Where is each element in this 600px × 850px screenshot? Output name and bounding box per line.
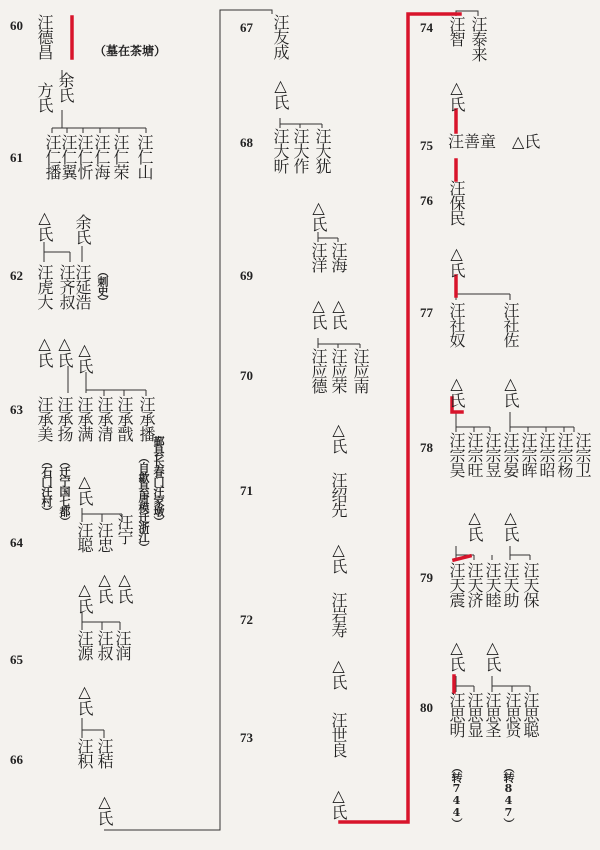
person-name: 汪岩寿 (329, 592, 348, 637)
office-note: （刺史） (96, 266, 109, 306)
son-name: 汪叔 (95, 630, 114, 660)
wife-name: 余氏 (73, 214, 92, 244)
location-note: （自歙县唐模迁浙江） (137, 452, 150, 552)
location-note: （迁宁国七都） (58, 456, 71, 526)
son-name: 汪思圣 (483, 692, 502, 737)
wife-name: △氏 (501, 508, 520, 541)
son-name: 汪大犹 (313, 128, 332, 173)
son-name: 汪宁 (115, 514, 134, 544)
son-name: 汪宗晖 (519, 432, 538, 477)
location-note: 鄞县长春门汪家墩） (152, 436, 165, 526)
generation-number: 77 (420, 305, 433, 320)
wife-name: △氏 (115, 570, 134, 603)
generation-number: 62 (10, 268, 23, 283)
son-name: 汪延浩 (73, 264, 92, 309)
wife-name: 余氏 (56, 72, 75, 102)
generation-number: 70 (240, 368, 253, 383)
son-name: 汪智 (447, 16, 466, 46)
generation-number: 79 (420, 570, 433, 585)
wife-name: △氏 (329, 656, 348, 689)
son-name: 汪仁忻 (75, 134, 94, 179)
wife-name: △氏 (95, 792, 114, 825)
son-name: 汪天济 (465, 562, 484, 607)
son-name: 汪天保 (521, 562, 540, 607)
son-name: 汪承清 (95, 396, 114, 441)
son-name: 汪宗昊 (447, 432, 466, 477)
son-name: 汪仁播 (43, 134, 62, 179)
location-note: （石门汪村） (40, 456, 53, 516)
son-name: 汪聪 (75, 522, 94, 552)
son-name: 汪润 (113, 630, 132, 660)
wife-name: △氏 (329, 296, 348, 329)
generation-number: 69 (240, 268, 253, 283)
son-name: 汪承播 (137, 396, 156, 441)
son-name: 汪源 (75, 630, 94, 660)
son-name: 汪承美 (35, 396, 54, 441)
person-name: 汪世良 (329, 712, 348, 757)
son-name: 汪宗旺 (465, 432, 484, 477)
wife-name: △氏 (75, 682, 94, 715)
wife-name: △氏 (271, 76, 290, 109)
wife-name: △氏 (447, 244, 466, 277)
wife-name: △氏 (309, 296, 328, 329)
son-name: 汪思聪 (521, 692, 540, 737)
son-name: 汪虎大 (35, 264, 54, 309)
wife-name: △氏 (75, 472, 94, 505)
son-name: 汪应荣 (329, 348, 348, 393)
generation-number: 78 (420, 440, 433, 455)
son-name: 汪仁翼 (59, 134, 78, 179)
son-name: 汪宗杨 (555, 432, 574, 477)
wife-name: △氏 (501, 374, 520, 407)
generation-number: 65 (10, 652, 23, 667)
generation-number: 73 (240, 730, 253, 745)
generation-number: 63 (10, 402, 23, 417)
person-name: 汪保民 (447, 180, 466, 225)
son-name: 汪洋 (309, 242, 328, 272)
wife-name: △氏 (447, 638, 466, 671)
generation-number: 61 (10, 150, 23, 165)
son-name: 汪天震 (447, 562, 466, 607)
son-name: 汪宗卫 (573, 432, 592, 477)
wife-name: △氏 (465, 508, 484, 541)
wife-name: △氏 (75, 580, 94, 613)
generation-number: 80 (420, 700, 433, 715)
son-name: 汪承戬 (115, 396, 134, 441)
son-name: 汪承满 (75, 396, 94, 441)
son-name: 汪大作 (291, 128, 310, 173)
son-name: 汪思显 (465, 692, 484, 737)
wife-name: △氏 (329, 786, 348, 819)
son-name: 汪海 (329, 242, 348, 272)
generation-number: 60 (10, 18, 23, 33)
wife-name: △氏 (512, 132, 541, 151)
cross-reference-note: （转847） (502, 762, 515, 828)
generation-number: 68 (240, 135, 253, 150)
grave-note: （墓在茶塘） (94, 44, 167, 58)
wife-name: △氏 (329, 420, 348, 453)
son-name: 汪仁山 (135, 134, 154, 179)
son-name: 汪天助 (501, 562, 520, 607)
wife-name: △氏 (329, 540, 348, 573)
son-name: 汪宗晏 (501, 432, 520, 477)
son-name: 汪承扬 (55, 396, 74, 441)
generation-number: 67 (240, 20, 253, 35)
son-name: 汪社奴 (447, 302, 466, 347)
generation-number: 76 (420, 193, 433, 208)
wife-name: △氏 (35, 334, 54, 367)
person-name: 汪善童 (448, 132, 497, 151)
son-name: 汪泰来 (469, 16, 488, 61)
wife-name: △氏 (55, 334, 74, 367)
cross-reference-note: （转744） (450, 762, 463, 828)
person-name: 汪友成 (271, 14, 290, 59)
son-name: 汪齐叔 (57, 264, 76, 309)
wife-name: △氏 (75, 340, 94, 373)
son-name: 汪天睦 (483, 562, 502, 607)
generation-number: 64 (10, 535, 23, 550)
son-name: 汪社佐 (501, 302, 520, 347)
son-name: 汪仁荣 (111, 134, 130, 179)
son-name: 汪积 (75, 738, 94, 768)
wife-name: △氏 (35, 208, 54, 241)
son-name: 汪应南 (351, 348, 370, 393)
son-name: 汪大昕 (271, 128, 290, 173)
son-name: 汪宗昱 (483, 432, 502, 477)
generation-number: 71 (240, 483, 253, 498)
generation-number: 75 (420, 138, 433, 153)
generation-number: 74 (420, 20, 433, 35)
wife-name: △氏 (447, 78, 466, 111)
person-name: 汪德昌 (35, 14, 54, 59)
son-name: 汪宗昭 (537, 432, 556, 477)
generation-number: 66 (10, 752, 23, 767)
wife-name: △氏 (447, 374, 466, 407)
person-name: 汪绍先 (329, 472, 348, 517)
wife-name: △氏 (309, 198, 328, 231)
son-name: 汪思贤 (503, 692, 522, 737)
son-name: 汪应德 (309, 348, 328, 393)
generation-number: 72 (240, 612, 253, 627)
son-name: 汪仁海 (92, 134, 111, 179)
son-name: 汪忠 (95, 522, 114, 552)
son-name: 汪思明 (447, 692, 466, 737)
son-name: 汪秸 (95, 738, 114, 768)
wife-name: 方氏 (35, 82, 54, 112)
wife-name: △氏 (483, 638, 502, 671)
wife-name: △氏 (95, 570, 114, 603)
